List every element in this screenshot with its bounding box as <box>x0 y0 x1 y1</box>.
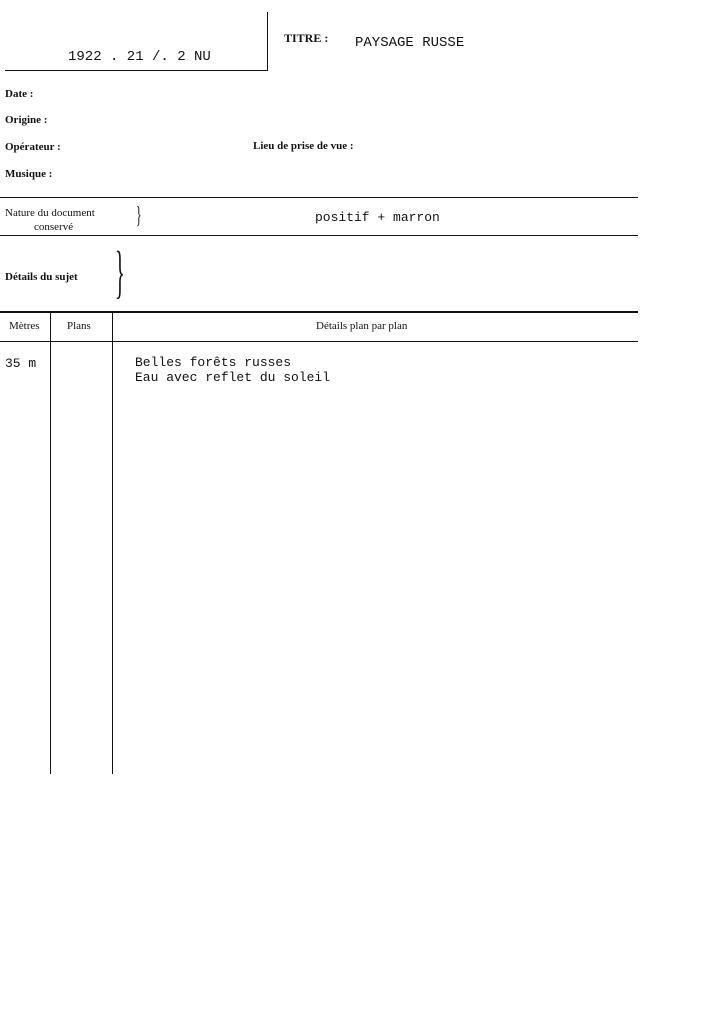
header-underline <box>5 70 268 71</box>
title-value: PAYSAGE RUSSE <box>355 35 465 51</box>
date-label: Date : <box>5 88 34 100</box>
details-sujet-label: Détails du sujet <box>5 271 78 283</box>
nature-label-line1: Nature du document <box>5 207 95 219</box>
title-label: TITRE : <box>284 31 329 45</box>
reference-number: 1922 . 21 /. 2 NU <box>68 49 211 65</box>
row-metres: 35 m <box>5 356 37 371</box>
header-plans: Plans <box>67 320 91 332</box>
rule-below-nature <box>0 235 638 236</box>
header-metres: Mètres <box>9 320 40 332</box>
origine-label: Origine : <box>5 114 48 126</box>
operateur-label: Opérateur : <box>5 141 61 153</box>
details-sujet-brace: } <box>115 239 125 304</box>
table-top-rule <box>0 311 638 313</box>
row-detail-line2: Eau avec reflet du soleil <box>135 370 331 385</box>
lieu-label: Lieu de prise de vue : <box>253 140 354 152</box>
rule-above-nature <box>0 197 638 198</box>
nature-brace: } <box>135 203 142 229</box>
column-divider-2 <box>112 313 113 774</box>
header-divider-vertical <box>267 12 268 70</box>
header-details-plan: Détails plan par plan <box>316 320 408 332</box>
table-header-rule <box>0 341 638 342</box>
nature-label-line2: conservé <box>34 221 74 233</box>
column-divider-1 <box>50 313 51 774</box>
row-detail-line1: Belles forêts russes <box>135 355 292 370</box>
nature-value: positif + marron <box>315 210 440 225</box>
musique-label: Musique : <box>5 168 53 180</box>
